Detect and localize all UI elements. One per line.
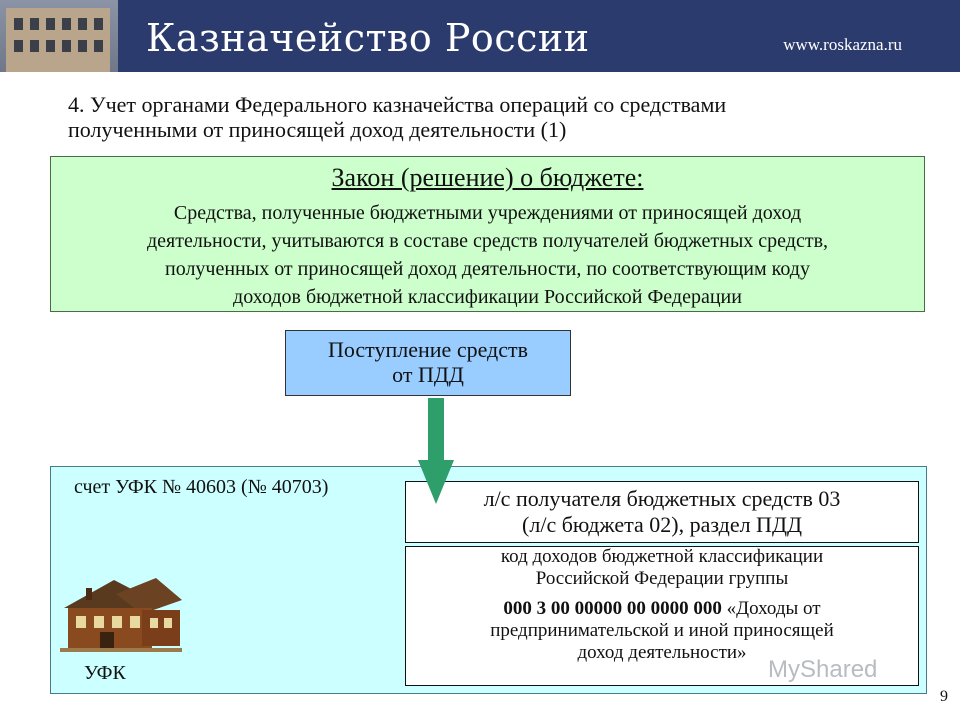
header-title: Казначейство России xyxy=(146,16,590,60)
income-code-number: 000 3 00 00000 00 0000 000 xyxy=(503,598,722,619)
personal-account-box xyxy=(405,481,919,543)
receipt-box xyxy=(285,330,571,396)
house-icon xyxy=(56,574,186,654)
account-label: счет УФК № 40603 (№ 40703) xyxy=(74,476,329,498)
income-code-desc-line3: доход деятельности» xyxy=(577,642,747,663)
page-number: 9 xyxy=(940,688,948,705)
personal-account-line2: (л/с бюджета 02), раздел ПДД xyxy=(522,512,802,537)
income-code-desc-line2: предпринимательской и иной приносящей xyxy=(490,620,834,641)
law-text-line: полученных от приносящей доход деятельности, по соответствующим коду xyxy=(165,258,810,280)
ufk-label: УФК xyxy=(84,662,126,684)
building-photo xyxy=(0,0,118,72)
slide-title-line1: 4. Учет органами Федерального казначейства операций со средствами xyxy=(68,92,727,117)
receipt-line1: Поступление средств xyxy=(327,337,529,362)
header-bar xyxy=(0,0,960,72)
income-code-head-line1: код доходов бюджетной классификации xyxy=(500,546,824,567)
arrow-down-icon xyxy=(418,398,454,506)
slide-title-line2: полученными от приносящей доход деятельности (1) xyxy=(68,117,567,142)
watermark-text: MyShared xyxy=(768,656,878,683)
slide-title xyxy=(68,92,928,142)
receipt-line2: от ПДД xyxy=(392,362,464,387)
law-text xyxy=(51,199,924,311)
header-url[interactable]: www.roskazna.ru xyxy=(783,35,902,54)
income-code-line xyxy=(406,598,918,620)
law-text-line: доходов бюджетной классификации Российской Федерации xyxy=(233,286,742,308)
income-code-head-line2: Российской Федерации группы xyxy=(535,568,789,589)
income-code-body xyxy=(406,598,918,664)
law-text-line: деятельности, учитываются в составе средств получателей бюджетных средств, xyxy=(146,230,829,252)
law-box xyxy=(50,156,925,312)
income-code-desc: «Доходы от xyxy=(721,598,821,619)
personal-account-line1: л/с получателя бюджетных средств 03 xyxy=(483,486,841,511)
law-text-line: Средства, полученные бюджетными учреждениями от приносящей доход xyxy=(173,202,802,224)
income-code-head xyxy=(406,546,918,590)
law-title: Закон (решение) о бюджете: xyxy=(331,163,644,192)
